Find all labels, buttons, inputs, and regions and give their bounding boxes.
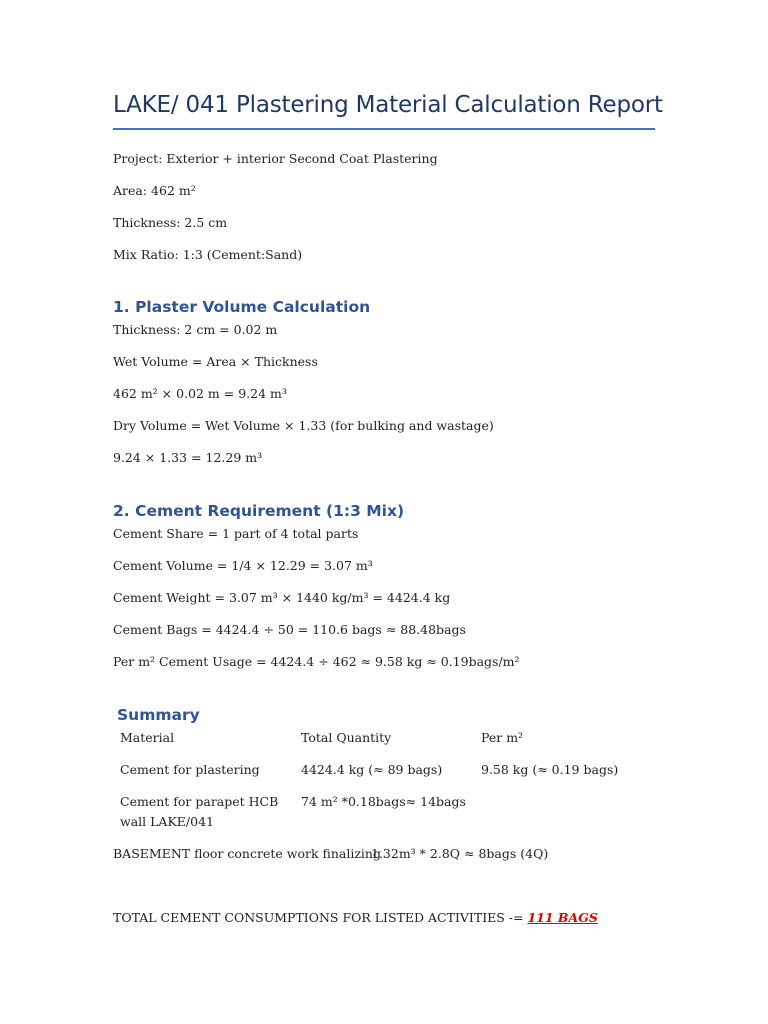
section-heading-cement-requirement: 2. Cement Requirement (1:3 Mix) [113,502,405,520]
total-line [113,910,598,925]
calc-line: Cement Volume = 1/4 × 12.29 = 3.07 m³ [113,558,373,573]
calc-line: Per m² Cement Usage = 4424.4 ÷ 462 ≈ 9.58 kg ≈ 0.19bags/m² [113,654,520,669]
table-header-total-quantity: Total Quantity [301,730,392,745]
total-value: 111 BAGS [527,910,598,925]
table-cell-material: Cement for parapet HCB wall LAKE/041 [120,794,279,829]
mix-ratio-line: Mix Ratio: 1:3 (Cement:Sand) [113,247,303,262]
calc-line: Wet Volume = Area × Thickness [113,354,318,369]
title-underline [113,128,655,130]
project-line: Project: Exterior + interior Second Coat Plastering [113,151,438,166]
table-cell-total-quantity: 74 m² *0.18bags≈ 14bags [301,794,466,809]
calc-line: Cement Bags = 4424.4 ÷ 50 = 110.6 bags ≈ 88.48bags [113,622,466,637]
table-cell-material: Cement for plastering [120,762,260,777]
table-cell-total-quantity: 4424.4 kg (≈ 89 bags) [301,762,443,777]
calc-line: Cement Share = 1 part of 4 total parts [113,526,359,541]
summary-heading: Summary [117,706,200,724]
area-line: Area: 462 m² [113,183,196,198]
table-header-per-m2: Per m² [481,730,524,745]
total-label: TOTAL CEMENT CONSUMPTIONS FOR LISTED ACTIVITIES -= [113,910,524,925]
table-header-material: Material [120,730,175,745]
calc-line: Cement Weight = 3.07 m³ × 1440 kg/m³ = 4424.4 kg [113,590,451,605]
table-cell-per-m2: 9.58 kg (≈ 0.19 bags) [481,762,619,777]
section-heading-plaster-volume: 1. Plaster Volume Calculation [113,298,371,316]
basement-value: 1.32m³ * 2.8Q ≈ 8bags (4Q) [371,846,549,861]
calc-line: 462 m² × 0.02 m = 9.24 m³ [113,386,287,401]
calc-line: Thickness: 2 cm = 0.02 m [113,322,278,337]
calc-line: 9.24 × 1.33 = 12.29 m³ [113,450,263,465]
calc-line: Dry Volume = Wet Volume × 1.33 (for bulking and wastage) [113,418,494,433]
thickness-line: Thickness: 2.5 cm [113,215,228,230]
basement-label: BASEMENT floor concrete work finalizing [113,846,381,861]
report-title: LAKE/ 041 Plastering Material Calculation Report [113,92,663,118]
